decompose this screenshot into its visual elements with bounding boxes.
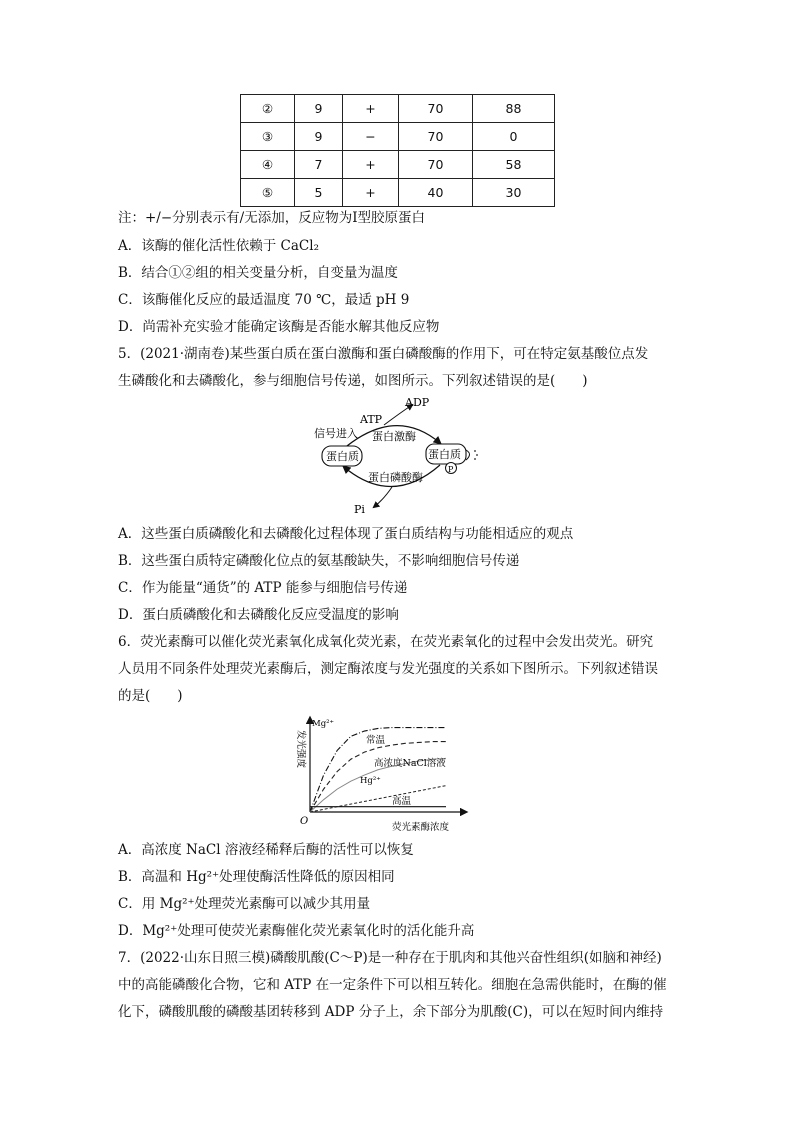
origin-label: O [300,816,309,827]
q5-option-a: A．这些蛋白质磷酸化和去磷酸化过程体现了蛋白质结构与功能相适应的观点 [118,526,574,542]
cell-result: 0 [473,123,555,151]
protein-right-label: 蛋白质 [428,448,461,461]
q7-line1: 7．(2022·山东日照三模)磷酸肌酸(C～P)是一种存在于肌肉和其他兴奋性组织(如脑和神经) [118,950,662,966]
q4-option-a: A．该酶的催化活性依赖于 CaCl₂ [118,238,319,254]
q7-line2: 中的高能磷酸化合物，它和 ATP 在一定条件下可以相互转化。细胞在急需供能时，在酶的催 [118,977,667,993]
table-row [241,179,555,207]
cell-temp: 70 [399,95,473,123]
cell-ph: 5 [295,179,343,207]
q6-stem-line3: 的是( ) [118,688,183,704]
phosphorylation-diagram [300,395,500,517]
table-note: 注：+/−分别表示有/无添加，反应物为Ⅰ型胶原蛋白 [118,210,426,226]
cell-ph: 9 [295,123,343,151]
cell-group: ③ [241,123,295,151]
series-high-temp-label: 高温 [392,796,412,807]
q6-option-b: B．高温和 Hg²⁺处理使酶活性降低的原因相同 [118,869,395,885]
q4-option-b: B．结合①②组的相关变量分析，自变量为温度 [118,265,398,281]
atp-label: ATP [360,413,383,426]
kinase-label: 蛋白激酶 [372,430,416,443]
x-axis-label: 荧光素酶浓度 [392,822,450,833]
cell-ph: 9 [295,95,343,123]
q7-line3: 化下，磷酸肌酸的磷酸基团转移到 ADP 分子上，余下部分为肌酸(C)，可以在短时间内维持 [118,1004,664,1020]
series-hg-label: Hg²⁺ [360,776,381,786]
series-hg-line [310,786,446,812]
pi-label: Pi [354,503,365,516]
cell-ph: 7 [295,151,343,179]
q6-option-d: D．Mg²⁺处理可使荧光素酶催化荧光素氧化时的活化能升高 [118,923,475,939]
series-nacl-label: 高浓度NaCl溶液 [374,758,446,769]
q5-option-b: B．这些蛋白质特定磷酸化位点的氨基酸缺失，不影响细胞信号传递 [118,553,520,569]
q4-option-c: C．该酶催化反应的最适温度 70 ℃，最适 pH 9 [118,292,410,308]
q6-option-a: A．高浓度 NaCl 溶液经稀释后酶的活性可以恢复 [118,842,414,858]
cell-group: ⑤ [241,179,295,207]
cell-result: 58 [473,151,555,179]
y-axis-label: 发光强度 [295,730,306,769]
q4-option-d: D．尚需补充实验才能确定该酶是否能水解其他反应物 [118,319,440,335]
table-row [241,151,555,179]
cell-group: ② [241,95,295,123]
cell-cacl2: + [343,179,399,207]
results-table [240,94,555,207]
cell-cacl2: + [343,151,399,179]
q6-stem-line2: 人员用不同条件处理荧光素酶后，测定酶浓度与发光强度的关系如下图所示。下列叙述错误 [118,661,658,677]
table-row [241,123,555,151]
cell-temp: 70 [399,123,473,151]
adp-label: ADP [405,396,430,409]
cell-cacl2: + [343,95,399,123]
signal-label: 信号进入 [314,427,358,440]
protein-left-label: 蛋白质 [326,450,359,463]
q5-stem-line1: 5．(2021·湖南卷)某些蛋白质在蛋白激酶和蛋白磷酸酶的作用下，可在特定氨基酸位点发 [118,346,649,362]
series-mg-label: Mg²⁺ [312,719,335,729]
luminescence-chart [280,712,480,837]
q6-stem-line1: 6．荧光素酶可以催化荧光素氧化成氧化荧光素，在荧光素氧化的过程中会发出荧光。研究 [118,634,654,650]
q5-stem-line2: 生磷酸化和去磷酸化，参与细胞信号传递，如图所示。下列叙述错误的是( ) [118,373,588,389]
pi-arrow [374,487,392,507]
cell-temp: 40 [399,179,473,207]
q5-option-c: C．作为能量“通货”的 ATP 能参与细胞信号传递 [118,580,408,596]
series-normal-temp-label: 常温 [366,735,386,746]
cell-group: ④ [241,151,295,179]
q6-option-c: C．用 Mg²⁺处理荧光素酶可以减少其用量 [118,896,371,912]
cell-cacl2: − [343,123,399,151]
cell-temp: 70 [399,151,473,179]
phosphate-label: P [448,465,454,474]
table-row [241,95,555,123]
phosphatase-label: 蛋白磷酸酶 [368,471,423,484]
q5-option-d: D．蛋白质磷酸化和去磷酸化反应受温度的影响 [118,607,399,623]
cell-result: 88 [473,95,555,123]
cell-result: 30 [473,179,555,207]
